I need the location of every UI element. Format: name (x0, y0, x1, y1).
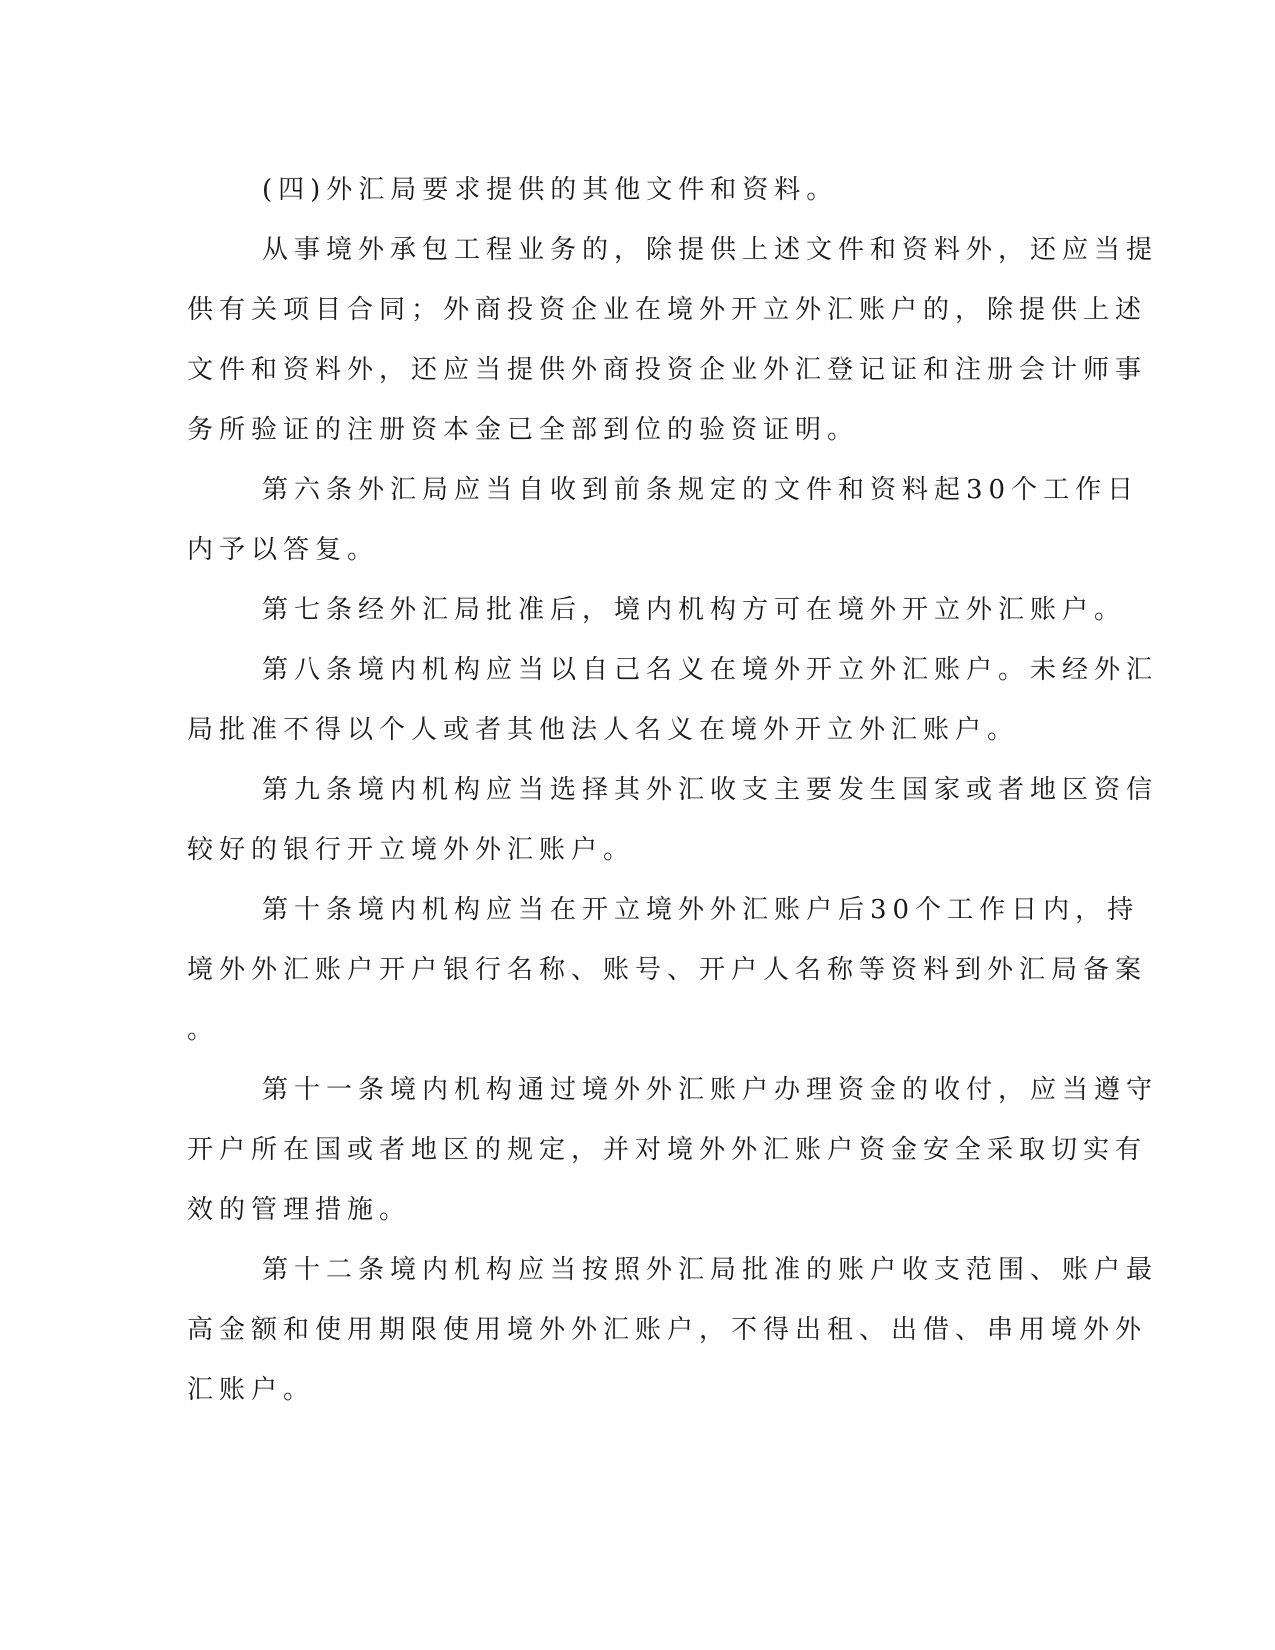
paragraph-article-11 (187, 1060, 1159, 1240)
text-line: 从事境外承包工程业务的，除提供上述文件和资料外，还应当提 (262, 235, 1159, 265)
text-line: 内予以答复。 (187, 535, 380, 565)
text-line: 开户所在国或者地区的规定，并对境外外汇账户资金安全采取切实有 (187, 1135, 1148, 1165)
paragraph-overseas-contracting (187, 220, 1159, 460)
text-line: 汇账户。 (187, 1375, 316, 1405)
text-line: 较好的银行开立境外外汇账户。 (187, 835, 636, 865)
text-line: 第十条境内机构应当在开立境外外汇账户后30个工作日内，持 (262, 895, 1140, 925)
text-line: 第十二条境内机构应当按照外汇局批准的账户收支范围、账户最 (262, 1255, 1159, 1285)
text-line: (四)外汇局要求提供的其他文件和资料。 (262, 175, 839, 205)
text-line: 效的管理措施。 (187, 1195, 412, 1225)
paragraph-item-4 (187, 160, 1067, 220)
document-body (187, 160, 1159, 1420)
text-line: 第八条境内机构应当以自己名义在境外开立外汇账户。未经外汇 (262, 655, 1159, 685)
paragraph-article-12 (187, 1240, 1159, 1420)
text-line: 第七条经外汇局批准后，境内机构方可在境外开立外汇账户。 (262, 595, 1127, 625)
text-line: 务所验证的注册资本金已全部到位的验资证明。 (187, 415, 860, 445)
text-line: 高金额和使用期限使用境外外汇账户，不得出租、出借、串用境外外 (187, 1315, 1148, 1345)
text-line: 境外外汇账户开户银行名称、账号、开户人名称等资料到外汇局备案 (187, 955, 1148, 985)
text-line: 供有关项目合同；外商投资企业在境外开立外汇账户的，除提供上述 (187, 295, 1148, 325)
paragraph-article-9 (187, 760, 1159, 880)
text-line: 文件和资料外，还应当提供外商投资企业外汇登记证和注册会计师事 (187, 355, 1148, 385)
text-line: 。 (187, 1015, 220, 1045)
text-line: 第九条境内机构应当选择其外汇收支主要发生国家或者地区资信 (262, 775, 1159, 805)
paragraph-article-8 (187, 640, 1159, 760)
text-line: 局批准不得以个人或者其他法人名义在境外开立外汇账户。 (187, 715, 1020, 745)
paragraph-article-7 (187, 580, 1127, 640)
paragraph-article-10 (187, 880, 1148, 1060)
paragraph-article-6 (187, 460, 1140, 580)
text-line: 第十一条境内机构通过境外外汇账户办理资金的收付，应当遵守 (262, 1075, 1159, 1105)
text-line: 第六条外汇局应当自收到前条规定的文件和资料起30个工作日 (262, 475, 1140, 505)
